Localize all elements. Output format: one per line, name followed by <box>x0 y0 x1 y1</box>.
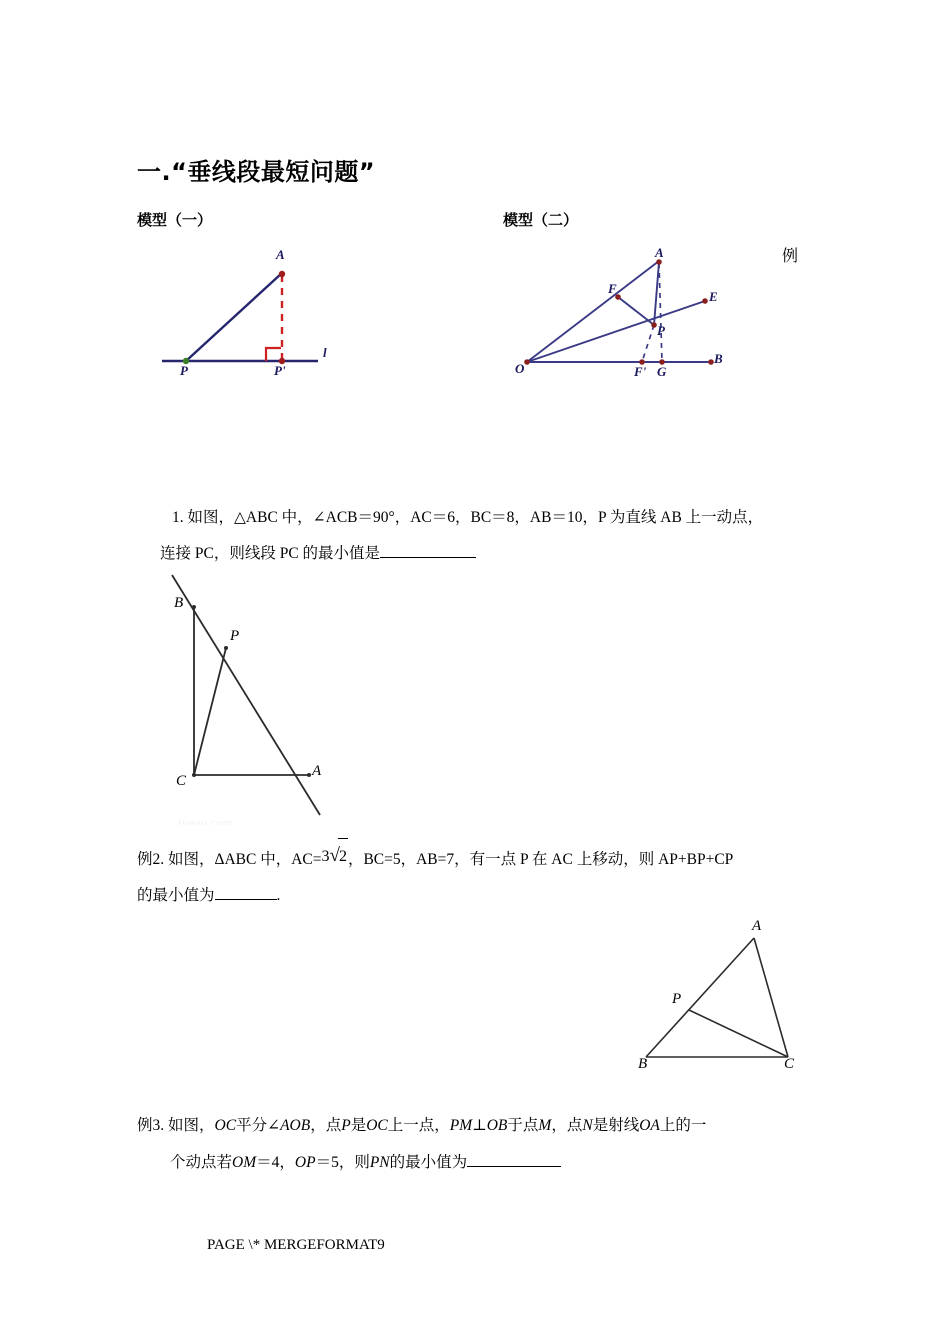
model-1-heading: 模型（一） <box>137 211 213 229</box>
p3-f: P <box>341 1117 351 1134</box>
p3-q: 是射线 <box>592 1117 640 1134</box>
fig-p1-label-C: C <box>176 773 187 789</box>
problem-2-text-pre: 例2. 如图，ΔABC 中，AC= <box>137 851 322 868</box>
sqrt-coefficient: 3 <box>321 848 330 865</box>
fig2-label-E: E <box>709 289 718 304</box>
segment-pc <box>689 1010 788 1057</box>
figure-model-2 <box>505 245 740 385</box>
p3-n: M <box>538 1117 552 1134</box>
problem-3-answer-blank[interactable] <box>467 1166 561 1167</box>
figure-problem-1 <box>160 565 360 825</box>
page-footer: PAGE \* MERGEFORMAT9 <box>207 1237 385 1253</box>
figure-problem-1-svg <box>160 565 360 825</box>
problem-2-line-2-period: . <box>276 887 281 904</box>
p3-l: OB <box>486 1117 508 1134</box>
point-p-dot <box>224 646 228 650</box>
problem-3-line-2 <box>170 1145 561 1181</box>
figure-problem-2 <box>620 910 820 1075</box>
problem-2-line-2-text: 的最小值为 <box>137 887 215 904</box>
fig1-label-P-prime: P' <box>274 363 286 378</box>
p3-o: ，点 <box>551 1117 583 1134</box>
segment-a-g-dashed <box>659 263 662 362</box>
point-b-dot <box>708 359 714 365</box>
ray-oa <box>527 261 659 362</box>
p3-d: AOB <box>280 1117 311 1134</box>
sqrt-symbol: √ <box>329 845 340 866</box>
p3b-d: OP <box>294 1154 316 1171</box>
fig2-label-G: G <box>657 364 667 379</box>
point-b-dot <box>192 605 196 609</box>
page-title: 一.“垂线段最短问题” <box>137 158 376 186</box>
p3b-c: ＝4， <box>256 1154 295 1171</box>
fig1-label-P: P <box>180 363 188 378</box>
segment-fp <box>618 297 654 325</box>
fig2-label-F: F <box>608 281 617 296</box>
ray-oe <box>527 301 705 362</box>
sqrt-radicand: 2 <box>338 838 348 875</box>
point-a-dot <box>279 271 285 277</box>
p3-e: ，点 <box>310 1117 342 1134</box>
problem-3-line-1 <box>137 1108 706 1144</box>
example-marker: 例 <box>782 248 799 265</box>
problem-1-line-1: 1. 如图，△ABC 中，∠ACB＝90°，AC＝6，BC＝8，AB＝10，P 为直线 AB 上一动点， <box>172 509 764 526</box>
problem-2-text-post: ，BC=5，AB=7，有一点 P 在 AC 上移动，则 AP+BP+CP <box>347 851 734 868</box>
segment-pa <box>654 262 659 325</box>
fig2-label-P: P <box>657 323 665 338</box>
p3-p: N <box>582 1117 593 1134</box>
p3-m: 于点 <box>507 1117 539 1134</box>
p3b-f: PN <box>369 1154 390 1171</box>
p3b-a: 个动点若 <box>170 1154 233 1171</box>
fig-p2-label-A: A <box>752 918 762 934</box>
fig-p2-label-B: B <box>638 1056 648 1072</box>
fig1-label-A: A <box>276 247 285 262</box>
segment-ac <box>754 938 788 1057</box>
fig-p1-label-B: B <box>174 595 184 611</box>
problem-2-answer-blank[interactable] <box>215 899 277 900</box>
p3b-g: 的最小值为 <box>389 1154 468 1171</box>
point-a-dot <box>307 773 311 777</box>
fig2-label-F-prime: F' <box>634 364 647 379</box>
p3-g: 是 <box>350 1117 367 1134</box>
fig-p1-label-A: A <box>312 763 322 779</box>
p3b-b: OM <box>232 1154 257 1171</box>
problem-1-answer-blank[interactable] <box>380 557 476 558</box>
fig-p1-label-P: P <box>230 628 240 644</box>
point-o-dot <box>524 359 530 365</box>
figure-model-1 <box>150 245 350 385</box>
p3-k: ⊥ <box>472 1117 487 1134</box>
problem-1-line-2-text: 连接 PC，则线段 PC 的最小值是 <box>160 545 381 562</box>
figure-problem-2-svg <box>620 910 820 1075</box>
segment-ba <box>646 938 754 1057</box>
point-c-dot <box>192 773 196 777</box>
segment-pc <box>194 648 226 775</box>
p3-s: 上的一 <box>659 1117 707 1134</box>
p3-a: 例3. 如图， <box>137 1117 215 1134</box>
model-2-heading: 模型（二） <box>503 211 579 229</box>
p3-c: 平分∠ <box>236 1117 281 1134</box>
p3-r: OA <box>639 1117 660 1134</box>
fig-p2-label-P: P <box>672 991 682 1007</box>
fig2-label-B: B <box>714 351 723 366</box>
p3b-e: ＝5，则 <box>315 1154 370 1171</box>
p3-i: 上一点， <box>387 1117 450 1134</box>
figure-model-2-svg <box>505 245 740 385</box>
problem-2-line-2 <box>137 878 280 914</box>
sqrt-expression <box>322 838 348 875</box>
problem-2-line-1 <box>137 838 733 878</box>
figure-watermark: jyeoo.com <box>178 815 233 825</box>
fig1-label-l: l <box>323 345 327 360</box>
p3-j: PM <box>449 1117 473 1134</box>
right-angle-marker <box>266 348 281 361</box>
point-e-dot <box>702 298 708 304</box>
p3-b: OC <box>214 1117 237 1134</box>
fig2-label-A: A <box>655 245 664 260</box>
point-p-dot <box>651 322 657 328</box>
fig2-label-O: O <box>515 361 525 376</box>
fig-p2-label-C: C <box>784 1056 795 1072</box>
segment-p-fprime-dashed <box>642 325 654 362</box>
p3-h: OC <box>366 1117 388 1134</box>
